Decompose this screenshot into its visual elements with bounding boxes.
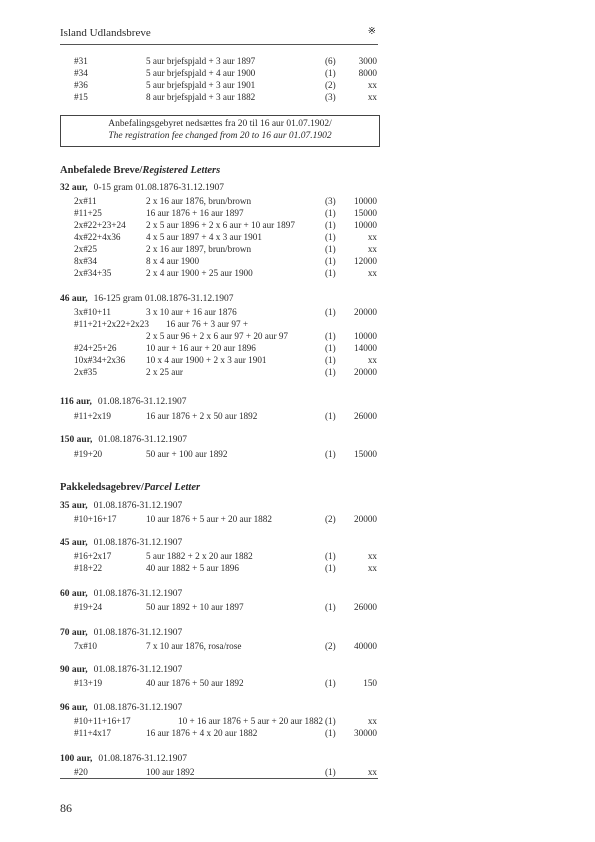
end-rule: [60, 778, 378, 779]
table-row: [0, 550, 595, 562]
price: 20000: [354, 514, 377, 524]
stamp-number: #19+20: [74, 449, 103, 459]
section-title-danish: Pakkeledsagebrev/: [60, 482, 144, 493]
price: 3000: [358, 56, 377, 66]
table-row: [0, 715, 595, 727]
stamp-number: #10+16+17: [74, 514, 117, 524]
table-row: [0, 207, 595, 219]
section-title-english: Registered Letters: [142, 165, 221, 176]
rate-range: 0-15 gram 01.08.1876-31.12.1907: [93, 183, 224, 193]
quantity: (1): [325, 551, 336, 561]
rate-group-title: [60, 589, 182, 599]
rate-amount: 90 aur,: [60, 665, 88, 675]
stamp-description: 2 x 25 aur: [146, 367, 183, 377]
stamp-number: #11+25: [74, 208, 102, 218]
table-row: [0, 231, 595, 243]
quantity: (2): [325, 641, 336, 651]
quantity: (1): [325, 68, 336, 78]
quantity: (1): [325, 563, 336, 573]
price: 30000: [354, 728, 377, 738]
table-row: [0, 640, 595, 652]
table-row: [0, 306, 595, 318]
stamp-number: 4x#22+4x36: [74, 232, 121, 242]
price: xx: [367, 80, 377, 90]
section-title-registered: [60, 165, 220, 176]
running-header: [60, 26, 378, 45]
table-row: [0, 318, 595, 330]
quantity: (1): [325, 208, 336, 218]
stamp-description: 10 aur + 16 aur + 20 aur 1896: [146, 343, 256, 353]
quantity: (2): [325, 514, 336, 524]
price: xx: [367, 232, 377, 242]
section-title-english: Parcel Letter: [143, 482, 201, 493]
stamp-description: 7 x 10 aur 1876, rosa/rose: [146, 641, 242, 651]
table-row: [0, 766, 595, 778]
stamp-number: 2x#25: [74, 244, 97, 254]
rate-range: 01.08.1876-31.12.1907: [93, 589, 183, 599]
table-row: [0, 410, 595, 422]
quantity: (2): [325, 80, 336, 90]
stamp-number: #11+21+2x22+2x23: [74, 319, 149, 329]
price: 20000: [354, 367, 377, 377]
quantity: (3): [325, 92, 336, 102]
price: xx: [367, 551, 377, 561]
section-title-danish: Anbefalede Breve/: [60, 165, 143, 176]
stamp-description: 40 aur 1876 + 50 aur 1892: [146, 678, 244, 688]
rate-amount: 96 aur,: [60, 703, 88, 713]
quantity: (1): [325, 343, 336, 353]
stamp-number: #16+2x17: [74, 551, 112, 561]
stamp-description: 2 x 16 aur 1897, brun/brown: [146, 244, 252, 254]
stamp-number: 2x#11: [74, 196, 97, 206]
table-row: [0, 67, 595, 79]
fee-note-english: The registration fee changed from 20 to 16 aur 01.07.1902: [108, 131, 332, 141]
table-row: [0, 195, 595, 207]
stamp-description: 50 aur 1892 + 10 aur 1897: [146, 602, 244, 612]
stamp-description: 4 x 5 aur 1897 + 4 x 3 aur 1901: [146, 232, 262, 242]
rate-amount: 150 aur,: [60, 435, 93, 445]
price: xx: [367, 244, 377, 254]
fee-note-danish: Anbefalingsgebyret nedsættes fra 20 til 16 aur 01.07.1902/: [108, 119, 332, 129]
rate-range: 01.08.1876-31.12.1907: [93, 501, 183, 511]
quantity: (1): [325, 602, 336, 612]
quantity: (6): [325, 56, 336, 66]
rate-group-title: [60, 628, 182, 638]
price: 15000: [354, 449, 377, 459]
rate-amount: 60 aur,: [60, 589, 88, 599]
quantity: (3): [325, 196, 336, 206]
stamp-description: 100 aur 1892: [146, 767, 195, 777]
stamp-description: 3 x 10 aur + 16 aur 1876: [146, 307, 237, 317]
stamp-description: 5 aur brjefspjald + 3 aur 1897: [146, 56, 256, 66]
stamp-number: 7x#10: [74, 641, 97, 651]
stamp-description: 2 x 4 aur 1900 + 25 aur 1900: [146, 268, 253, 278]
quantity: (1): [325, 220, 336, 230]
rate-group-title: [60, 754, 187, 764]
table-row: [0, 354, 595, 366]
rate-range: 01.08.1876-31.12.1907: [93, 703, 183, 713]
stamp-number: #10+11+16+17: [74, 716, 131, 726]
rate-group-title: [60, 665, 182, 675]
rate-group-title: [60, 703, 182, 713]
table-row: [0, 366, 595, 378]
table-row: [0, 330, 595, 342]
price: xx: [367, 92, 377, 102]
quantity: (1): [325, 767, 336, 777]
stamp-description: 50 aur + 100 aur 1892: [146, 449, 228, 459]
table-row: [0, 55, 595, 67]
rate-group-title: [60, 538, 182, 548]
stamp-description: 10 aur 1876 + 5 aur + 20 aur 1882: [146, 514, 272, 524]
price: xx: [367, 563, 377, 573]
stamp-number: #36: [74, 80, 88, 90]
price: 10000: [354, 331, 377, 341]
table-row: [0, 243, 595, 255]
rate-amount: 116 aur,: [60, 397, 92, 407]
rate-amount: 32 aur,: [60, 183, 88, 193]
rate-amount: 46 aur,: [60, 294, 88, 304]
stamp-number: #34: [74, 68, 88, 78]
stamp-number: #11+2x19: [74, 411, 111, 421]
table-row: [0, 79, 595, 91]
rate-range: 01.08.1876-31.12.1907: [97, 397, 187, 407]
rate-group-title: [60, 183, 224, 193]
price: 26000: [354, 411, 377, 421]
stamp-description: 2 x 5 aur 96 + 2 x 6 aur 97 + 20 aur 97: [146, 331, 289, 341]
stamp-description: 5 aur 1882 + 2 x 20 aur 1882: [146, 551, 253, 561]
rate-range: 16-125 gram 01.08.1876-31.12.1907: [93, 294, 234, 304]
stamp-number: 2x#35: [74, 367, 97, 377]
rate-group-title: [60, 294, 234, 304]
stamp-number: #13+19: [74, 678, 103, 688]
quantity: (1): [325, 678, 336, 688]
quantity: (1): [325, 367, 336, 377]
quantity: (1): [325, 256, 336, 266]
quantity: (1): [325, 411, 336, 421]
quantity: (1): [325, 355, 336, 365]
rate-group-title: [60, 435, 187, 445]
rate-range: 01.08.1876-31.12.1907: [93, 665, 183, 675]
stamp-description: 16 aur 1876 + 4 x 20 aur 1882: [146, 728, 258, 738]
stamp-number: 3x#10+11: [74, 307, 111, 317]
price: 40000: [354, 641, 377, 651]
price: 10000: [354, 196, 377, 206]
quantity: (1): [325, 307, 336, 317]
stamp-number: #19+24: [74, 602, 103, 612]
stamp-number: 8x#34: [74, 256, 97, 266]
stamp-number: #15: [74, 92, 88, 102]
table-row: [0, 562, 595, 574]
price: 150: [363, 678, 377, 688]
fee-note-box: [60, 115, 380, 147]
price: 20000: [354, 307, 377, 317]
price: 12000: [354, 256, 377, 266]
table-row: [0, 267, 595, 279]
table-row: [0, 513, 595, 525]
table-row: [0, 448, 595, 460]
header-title: Island Udlandsbreve: [60, 27, 151, 39]
stamp-number: #11+4x17: [74, 728, 111, 738]
table-row: [0, 601, 595, 613]
price: xx: [367, 767, 377, 777]
price: 14000: [354, 343, 377, 353]
rate-amount: 35 aur,: [60, 501, 88, 511]
table-row: [0, 727, 595, 739]
stamp-description: 2 x 5 aur 1896 + 2 x 6 aur + 10 aur 1897: [146, 220, 295, 230]
stamp-number: #18+22: [74, 563, 103, 573]
stamp-number: #20: [74, 767, 88, 777]
stamp-number: #24+25+26: [74, 343, 117, 353]
stamp-description: 16 aur 1876 + 2 x 50 aur 1892: [146, 411, 258, 421]
stamp-description: 40 aur 1882 + 5 aur 1896: [146, 563, 239, 573]
table-row: [0, 219, 595, 231]
quantity: (1): [325, 232, 336, 242]
price: 26000: [354, 602, 377, 612]
quantity: (1): [325, 449, 336, 459]
rate-range: 01.08.1876-31.12.1907: [93, 538, 183, 548]
stamp-number: 2x#22+23+24: [74, 220, 126, 230]
price: 8000: [358, 68, 377, 78]
price: xx: [367, 716, 377, 726]
stamp-description: 8 aur brjefspjald + 3 aur 1882: [146, 92, 256, 102]
stamp-number: 2x#34+35: [74, 268, 112, 278]
quantity: (1): [325, 716, 336, 726]
quantity: (1): [325, 268, 336, 278]
stamp-description: 5 aur brjefspjald + 4 aur 1900: [146, 68, 256, 78]
table-row: [0, 91, 595, 103]
section-title-parcel: [60, 482, 200, 493]
table-row: [0, 255, 595, 267]
stamp-description: 5 aur brjefspjald + 3 aur 1901: [146, 80, 256, 90]
rate-group-title: [60, 397, 187, 407]
quantity: (1): [325, 728, 336, 738]
stamp-number: 10x#34+2x36: [74, 355, 126, 365]
header-mark: ※: [367, 26, 376, 37]
price: 10000: [354, 220, 377, 230]
price: xx: [367, 268, 377, 278]
price: xx: [367, 355, 377, 365]
rate-range: 01.08.1876-31.12.1907: [98, 754, 188, 764]
stamp-description: 2 x 16 aur 1876, brun/brown: [146, 196, 252, 206]
rate-amount: 45 aur,: [60, 538, 88, 548]
table-row: [0, 677, 595, 689]
rate-amount: 100 aur,: [60, 754, 93, 764]
page-number: 86: [60, 801, 72, 815]
stamp-description: 10 x 4 aur 1900 + 2 x 3 aur 1901: [146, 355, 267, 365]
rate-amount: 70 aur,: [60, 628, 88, 638]
stamp-description: 8 x 4 aur 1900: [146, 256, 200, 266]
stamp-description: 16 aur 1876 + 16 aur 1897: [146, 208, 244, 218]
price: 15000: [354, 208, 377, 218]
quantity: (1): [325, 331, 336, 341]
rate-range: 01.08.1876-31.12.1907: [98, 435, 188, 445]
table-row: [0, 342, 595, 354]
quantity: (1): [325, 244, 336, 254]
stamp-description: 10 + 16 aur 1876 + 5 aur + 20 aur 1882: [178, 716, 323, 726]
stamp-number: #31: [74, 56, 88, 66]
rate-group-title: [60, 501, 182, 511]
rate-range: 01.08.1876-31.12.1907: [93, 628, 183, 638]
stamp-description: 16 aur 76 + 3 aur 97 +: [166, 319, 249, 329]
